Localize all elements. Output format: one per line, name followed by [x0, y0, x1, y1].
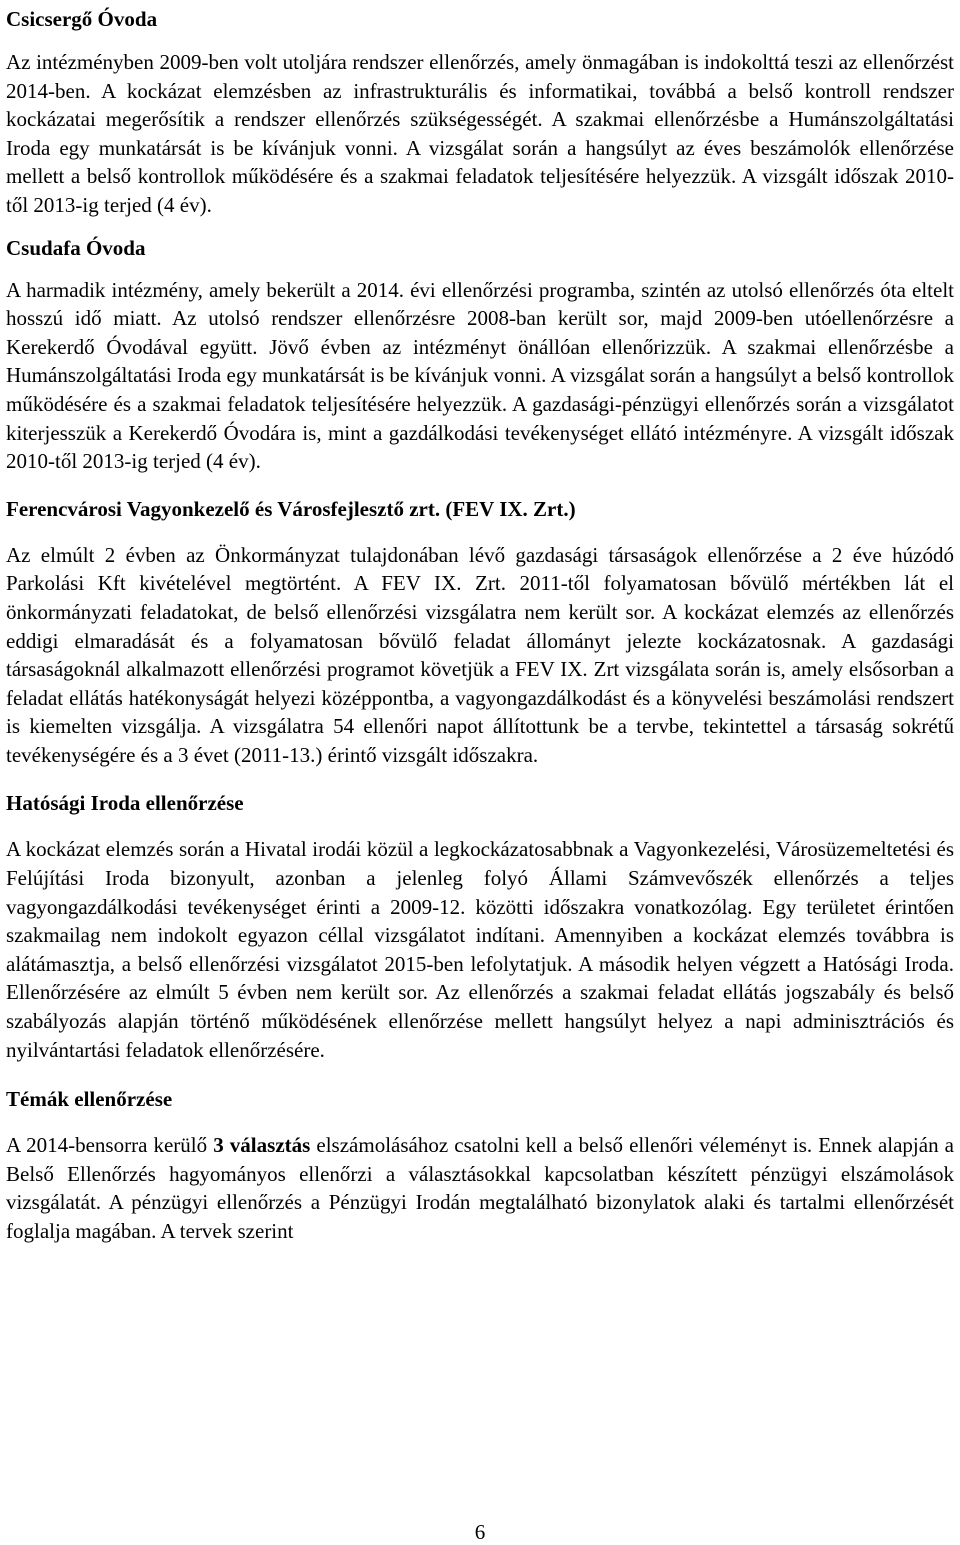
- document-page: [6, 0, 954, 1246]
- section-heading-fev-zrt: Ferencvárosi Vagyonkezelő és Városfejlesztő zrt. (FEV IX. Zrt.): [6, 496, 576, 521]
- paragraph-text-end: elszámolásához csatolni kell a belső ellenőri véleményt is. Ennek alapján a Belső Ellenőrzés hagyományos ellenőrzi a választásokkal kapcsolatban készített pénzügyi elszámolások vizsgálatát. A pénzügyi ellenőrzés a Pénzügyi Irodán megtalálható bizonylatok alaki és tartalmi ellenőrzését foglalja magában. A tervek szerint: [6, 1133, 954, 1243]
- section-heading-csudafa-ovoda: Csudafa Óvoda: [6, 235, 146, 260]
- section-paragraph-fev-zrt: Az elmúlt 2 évben az Önkormányzat tulajdonában lévő gazdasági társaságok ellenőrzése a 2 éve húzódó Parkolási Kft kivételével megtörtént. A FEV IX. Zrt. 2011-től folyamatosan bővülő mértékben lát el önkormányzati feladatokat, de belső ellenőrzési vizsgálatra nem került sor. A kockázat elemzés az ellenőrzés eddigi elmaradását és a folyamatosan bővülő feladat állományt jelezte kockázatosnak. A gazdasági társaságoknál alkalmazott ellenőrzési programot követjük a FEV IX. Zrt vizsgálata során is, amely elsősorban a feladat ellátás hatékonyságát helyezi középpontba, a vagyongazdálkodást és a könyvelési beszámolási rendszert is kiemelten vizsgálja. A vizsgálatra 54 ellenőri napot állítottunk be a tervbe, tekintettel a társaság sokrétű tevékenységére és a 3 évet (2011-13.) érintő vizsgált időszakra.: [6, 542, 954, 767]
- section-paragraph-temak-ellenorzese: [6, 1131, 954, 1245]
- section-heading-csicsergo-ovoda: Csicsergő Óvoda: [6, 7, 158, 31]
- section-paragraph-csicsergo-ovoda: Az intézményben 2009-ben volt utoljára rendszer ellenőrzés, amely önmagában is indokolttá teszi az ellenőrzést 2014-ben. A kockázat elemzésben az infrastrukturális és informatikai, továbbá a belső kontroll rendszer kockázatai megerősítik a rendszer ellenőrzés szükségességét. A szakmai ellenőrzésbe a Humánszolgáltatási Iroda egy munkatársát is be kívánjuk vonni. A vizsgálat során a hangsúlyt az éves beszámolók ellenőrzése mellett a belső kontrollok működésére és a szakmai feladatok teljesítésére helyezzük. A vizsgált időszak 2010-től 2013-ig terjed (4 év).: [6, 50, 954, 217]
- bold-emphasis-valasztas: 3 választás: [213, 1133, 311, 1158]
- section-paragraph-csudafa-ovoda: A harmadik intézmény, amely bekerült a 2014. évi ellenőrzési programba, szintén az utolsó ellenőrzés óta eltelt hosszú idő miatt. Az utolsó rendszer ellenőrzésre 2008-ban került sor, majd 2009-ben utóellenőrzésre a Kerekerdő Óvodával együtt. Jövő évben az intézményt önállóan ellenőrizzük. A szakmai ellenőrzésbe a Humánszolgáltatási Iroda egy munkatársát is be kívánjuk vonni. A vizsgálat során a hangsúlyt a belső kontrollok működésére és a szakmai feladatok teljesítésére helyezzük. A gazdasági-pénzügyi ellenőrzés során a vizsgálatot kiterjesszük a Kerekerdő Óvodára is, mint a gazdálkodási tevékenységet ellátó intézményre. A vizsgált időszak 2010-től 2013-ig terjed (4 év).: [6, 277, 954, 474]
- section-paragraph-hatosagi-iroda: A kockázat elemzés során a Hivatal irodái közül a legkockázatosabbnak a Vagyonkezelési, Városüzemeltetési és Felújítási Iroda bizonyult, azonban a jelenleg folyó Állami Számvevőszék ellenőrzés a teljes vagyongazdálkodási tevékenységet érinti a 2009-12. közötti időszakra vonatkozólag. Egy területet érintően szakmailag nem indokolt egyazon céllal vizsgálatot indítani. Amennyiben a kockázat elemzés továbbra is alátámasztja, a belső ellenőrzési vizsgálatot 2015-ben lefolytatjuk. A második helyen végzett a Hatósági Iroda. Ellenőrzésére az elmúlt 5 évben nem került sor. Az ellenőrzés a szakmai feladat ellátás jogszabály és belső szabályozás alapján történő működésének ellenőrzése mellett hangsúlyt helyez a napi adminisztrációs és nyilvántartási feladatok ellenőrzésére.: [6, 837, 954, 1062]
- paragraph-text-start: A 2014-bensorra kerülő: [6, 1133, 214, 1158]
- section-heading-hatosagi-iroda: Hatósági Iroda ellenőrzése: [6, 791, 244, 816]
- page-number: 6: [474, 1520, 486, 1544]
- section-heading-temak-ellenorzese: Témák ellenőrzése: [6, 1087, 173, 1112]
